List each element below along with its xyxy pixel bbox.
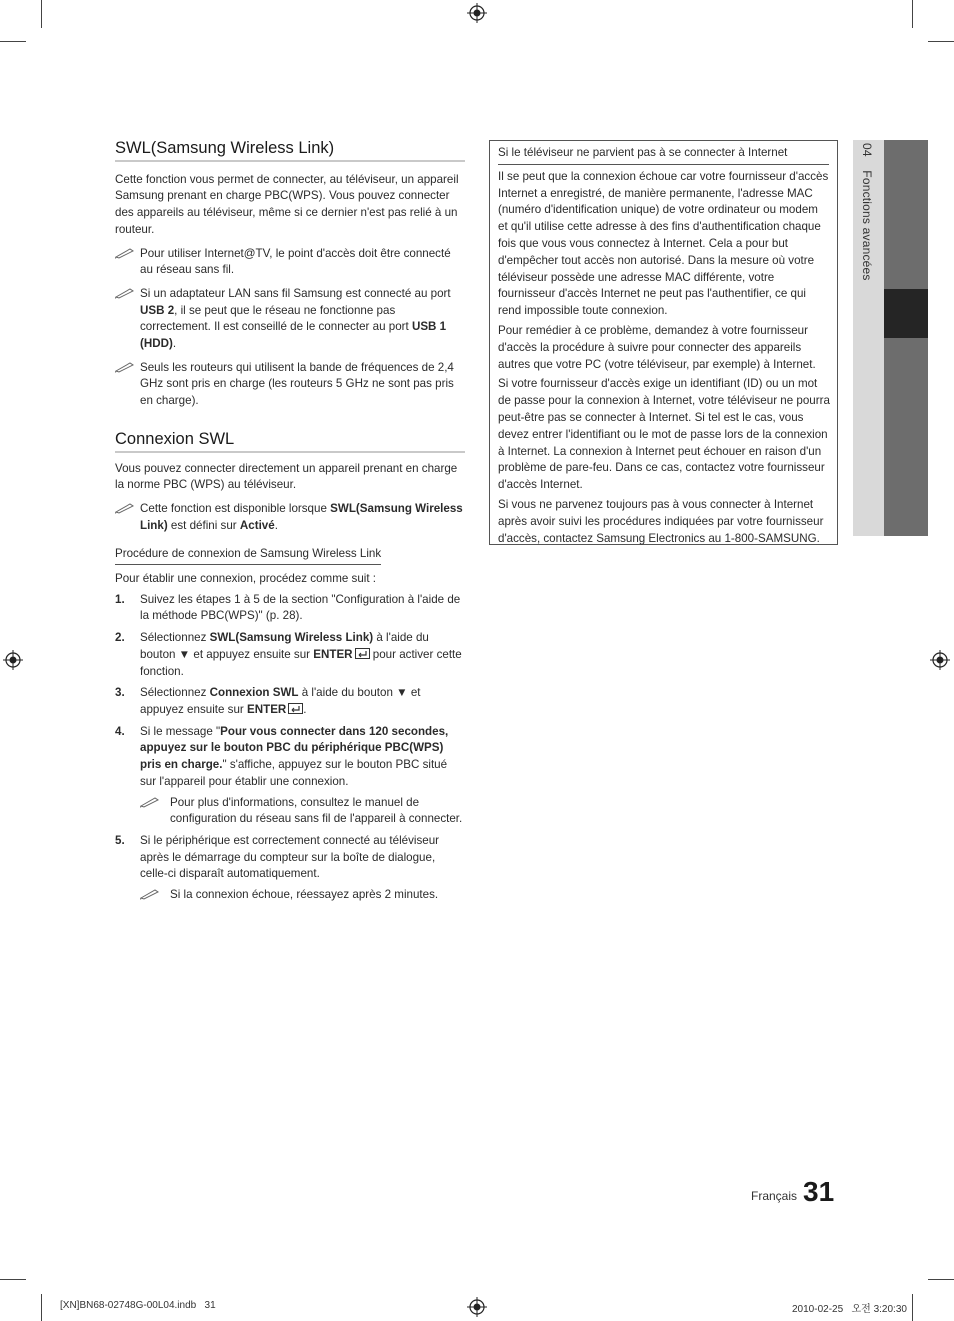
note-pencil-icon: [140, 796, 160, 808]
step-item: [115, 833, 465, 904]
box-paragraph: Il se peut que la connexion échoue car votre fournisseur d'accès Internet a enregistré, de manière permanente, l'adresse MAC (numéro d'identification unique) de votre ordinateur ou modem et qu'il utilise cette adresse à des fins d'authentification chaque fois que vous vous connectez à Internet. Cela a pour but d'empêcher tout accès non autorisé. Dans la mesure où votre téléviseur possède une adresse MAC différente, votre fournisseur d'accès Internet ne peut pas l'authentifier, ce qui rend impossible toute connexion.: [498, 169, 829, 318]
step-text: Sélectionnez: [140, 631, 210, 645]
crop-mark: [928, 41, 954, 42]
port-label: USB 2: [140, 303, 175, 317]
setting-name: SWL(Samsung Wireless Link): [140, 501, 463, 532]
troubleshoot-box: [489, 140, 838, 545]
step-text: Si le message ": [140, 724, 221, 738]
step-text: " s'affiche, appuyez sur le bouton PBC situé sur l'appareil pour établir une connexion.: [140, 758, 448, 788]
connexion-intro: Vous pouvez connecter directement un appareil prenant en charge la norme PBC (WPS) au téléviseur.: [115, 461, 458, 492]
port-label: USB 1 (HDD): [140, 320, 447, 351]
key-name: ENTER: [247, 702, 287, 716]
chapter-title: Fonctions avancées: [860, 170, 874, 281]
procedure-intro: Pour établir une connexion, procédez comme suit :: [115, 572, 377, 586]
on-screen-message: Pour vous connecter dans 120 secondes, appuyez sur le bouton PBC du périphérique PBC(WPS) pris en charge.: [140, 724, 449, 772]
note-pencil-icon: [115, 247, 135, 259]
section-title-connexion: Connexion SWL: [115, 431, 465, 453]
note-text: est défini sur: [167, 518, 240, 532]
step-text: .: [303, 702, 307, 716]
note: [115, 246, 465, 279]
chapter-label: [860, 143, 874, 281]
registration-mark-icon: [467, 3, 487, 23]
note-text: Pour plus d'informations, consultez le manuel de configuration du réseau sans fil de l'appareil à connecter.: [170, 795, 463, 826]
step-number: 4.: [115, 724, 125, 738]
note: [115, 286, 465, 353]
print-date-info: 2010-02-25 오전 3:20:30: [792, 1304, 907, 1315]
note-text: Si un adaptateur LAN sans fil Samsung est connecté au port: [140, 286, 451, 300]
step-item: [115, 592, 465, 625]
box-title: Si le téléviseur ne parvient pas à se connecter à Internet: [498, 145, 829, 165]
main-column: [115, 140, 465, 904]
crop-mark: [41, 0, 42, 28]
swl-intro: Cette fonction vous permet de connecter, au téléviseur, un appareil Samsung prenant en charge PBC(WPS). Vous pouvez connecter des appareils au téléviseur, même si ce dernier n'est pas relié à un routeur.: [115, 172, 459, 236]
step-text: à l'aide du bouton ▼ et appuyez ensuite sur: [140, 631, 429, 661]
print-file-info: [XN]BN68-02748G-00L04.indb 31: [60, 1300, 216, 1311]
menu-name: SWL(Samsung Wireless Link): [209, 631, 374, 645]
step-text: Suivez les étapes 1 à 5 de la section "Configuration à l'aide de la méthode PBC(WPS)" (p. 28).: [140, 592, 461, 623]
box-paragraph: Pour remédier à ce problème, demandez à votre fournisseur d'accès la procédure à suivre pour connecter des appareils autres que votre PC (votre téléviseur, par exemple) à Internet.: [498, 323, 816, 371]
step-item: [115, 685, 465, 718]
note-pencil-icon: [115, 502, 135, 514]
note: [140, 887, 465, 904]
step-number: 5.: [115, 833, 125, 847]
step-item: [115, 630, 465, 680]
page-number: 31: [803, 1176, 835, 1207]
procedure-steps: [115, 592, 465, 904]
crop-mark: [928, 1279, 954, 1280]
registration-mark-icon: [930, 650, 950, 670]
note: [140, 795, 465, 828]
chapter-tab-marker: [884, 289, 928, 338]
note: [115, 501, 465, 534]
setting-value: Activé: [239, 518, 275, 532]
box-paragraph: Si votre fournisseur d'accès exige un identifiant (ID) ou un mot de passe pour la connexion à Internet, votre téléviseur ne pourra peut-être pas se connecter à Internet. Si tel est le cas, vous devez entrer l'identifiant ou le mot de passe lors de la connexion à Internet. La connexion à Internet peut échouer en raison d'un problème de pare-feu. Dans ce cas, contactez votre fournisseur d'accès Internet.: [498, 377, 830, 492]
crop-mark: [41, 1294, 42, 1321]
section-title-swl: SWL(Samsung Wireless Link): [115, 140, 465, 162]
step-number: 3.: [115, 686, 125, 700]
note-text: Si la connexion échoue, réessayez après 2 minutes.: [170, 888, 439, 902]
enter-key-icon: [355, 648, 370, 659]
key-name: ENTER: [313, 647, 353, 661]
note-text: Seuls les routeurs qui utilisent la bande de fréquences de 2,4 GHz sont pris en charge (les routeurs 5 GHz ne sont pas pris en charge).: [140, 360, 454, 408]
step-text: à l'aide du bouton ▼ et appuyez ensuite sur: [140, 686, 421, 716]
note-text: Pour utiliser Internet@TV, le point d'accès doit être connecté au réseau sans fil.: [140, 246, 451, 277]
step-item: [115, 724, 465, 828]
step-number: 1.: [115, 592, 125, 606]
note-pencil-icon: [115, 287, 135, 299]
note-pencil-icon: [115, 361, 135, 373]
box-paragraph: Si vous ne parvenez toujours pas à vous connecter à Internet après avoir suivi les procédures indiquées par votre fournisseur d'accès, contactez Samsung Electronics au 1-800-SAMSUNG.: [498, 497, 824, 545]
crop-mark: [0, 41, 26, 42]
step-text: pour activer cette fonction.: [140, 647, 462, 678]
note-text: .: [172, 337, 177, 351]
menu-name: Connexion SWL: [209, 686, 299, 700]
step-number: 2.: [115, 631, 125, 645]
enter-key-icon: [288, 703, 303, 714]
registration-mark-icon: [467, 1297, 487, 1317]
step-text: Si le périphérique est correctement connecté au téléviseur après le démarrage du compteur sur la boîte de dialogue, celle-ci disparaît automatiquement.: [140, 833, 440, 881]
registration-mark-icon: [3, 650, 23, 670]
chapter-tab-strip: [884, 140, 928, 536]
crop-mark: [912, 0, 913, 28]
page-language: Français: [751, 1189, 798, 1203]
procedure-title: Procédure de connexion de Samsung Wireless Link: [115, 546, 381, 565]
step-text: Sélectionnez: [140, 686, 210, 700]
box-body: [490, 165, 837, 548]
note: [115, 360, 465, 410]
note-text: , il se peut que le réseau ne fonctionne pas correctement. Il est conseillé de le connecter au port: [140, 303, 412, 334]
note-text: .: [274, 518, 278, 532]
note-text: Cette fonction est disponible lorsque: [140, 501, 331, 515]
note-pencil-icon: [140, 888, 160, 900]
crop-mark: [912, 1294, 913, 1321]
chapter-number: 04: [860, 143, 874, 157]
crop-mark: [0, 1279, 26, 1280]
